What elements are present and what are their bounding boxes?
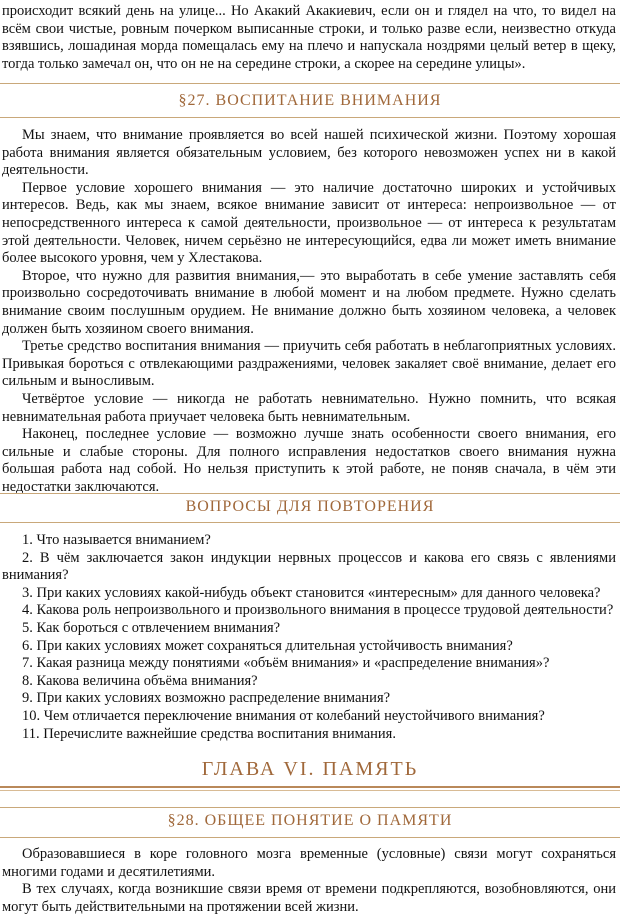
section27-top-rule [0,83,620,84]
review-title: ВОПРОСЫ ДЛЯ ПОВТОРЕНИЯ [185,498,435,515]
section27-paragraph-1: Мы знаем, что внимание проявляется во всей нашей психической жизни. Поэтому хорошая работа внимания является обязательным условием, без которого невозможен успех ни в какой деятельности. [2,127,616,179]
review-top-rule [0,493,620,494]
section28-paragraph-1: Образовавшиеся в коре головного мозга временные (условные) связи могут сохраняться многими годами и десятилетиями. [2,846,616,880]
review-question: 1. Что называется вниманием? [22,532,211,548]
review-question: 5. Как бороться с отвлечением внимания? [22,619,281,636]
section27-title: §27. ВОСПИТАНИЕ ВНИМАНИЯ [178,92,442,109]
section28-top-rule [0,807,620,808]
section27-paragraph-6: Наконец, последнее условие — возможно лучше знать особенности своего внимания, его сильные и слабые стороны. Для полного исправления недостатков своего внимания нужна большая работа над собой. Но нельзя приступить к этой работе, не поняв сначала, в чём эти недостатки заключаются. [2,426,616,495]
review-questions [2,532,616,743]
review-question: 4. Какова роль непроизвольного и произвольного внимания в процессе трудовой деятельности? [22,602,614,619]
review-question: 10. Чем отличается переключение внимания от колебаний неустойчивого внимания? [22,707,545,724]
review-question: 11. Перечислите важнейшие средства воспитания внимания. [22,725,396,742]
chapter6-title: ГЛАВА VI. ПАМЯТЬ [201,758,419,780]
section28-bottom-rule [0,837,620,838]
intro-paragraph: происходит всякий день на улице... Но Акакий Акакиевич, если он и глядел на что, то видел на всём свои чистые, ровным почерком выписанные строки, и только разве если, неизвестно откуда взявшись, лошадиная морда помещалась ему на плечо и напускала ноздрями целый ветер в щеку, тогда только замечал он, что он не на середине строки, а скорее на середине улицы». [2,3,616,72]
review-question-list [2,532,616,743]
chapter6-rule [0,786,620,788]
section27-paragraph-2: Первое условие хорошего внимания — это наличие достаточно широких и устойчивых интересов. Ведь, как мы знаем, всякое внимание зависит от интереса: непроизвольное — от непосредственного интереса к самой деятельности, произвольное — от интереса к результатам этой деятельности. Человек, ничем серьёзно не интересующийся, едва ли может иметь внимание более высокого уровня, чем у Хлестакова. [2,179,616,267]
review-question: 7. Какая разница между понятиями «объём внимания» и «распределение внимания»? [22,655,550,672]
review-bottom-rule [0,522,620,523]
section28-paragraph-2: В тех случаях, когда возникшие связи время от времени подкрепляются, возобновляются, они могут быть действительными на протяжении всей жизни. [2,881,616,915]
section28-body [2,846,616,916]
review-question: 8. Какова величина объёма внимания? [22,672,258,689]
section27-body [2,127,616,496]
review-question: 3. При каких условиях какой-нибудь объект становится «интересным» для данного человека? [22,584,601,601]
intro-block [2,3,616,73]
section27-paragraph-3: Второе, что нужно для развития внимания,— это выработать в себе умение заставлять себя произвольно сосредоточивать внимание в любой момент и на любом предмете. Нужно сделать внимание своим послушным орудием. Не внимание должно быть хозяином человека, а человек должен быть хозяином своего внимания. [2,267,616,337]
section28-title: §28. ОБЩЕЕ ПОНЯТИЕ О ПАМЯТИ [167,812,453,829]
section27-paragraph-4: Третье средство воспитания внимания — приучить себя работать в неблагоприятных условиях. Привыкая бороться с отвлекающими раздражениями, человек закаляет своё внимание, делает его сильным и выносливым. [2,338,616,390]
review-question: 2. В чём заключается закон индукции нервных процессов и какова его связь с явлениями внимания? [2,549,616,584]
review-question: 6. При каких условиях может сохраняться длительная устойчивость внимания? [22,637,513,654]
section27-paragraph-5: Четвёртое условие — никогда не работать невнимательно. Нужно помнить, что всякая невнимательная работа приучает человека быть невнимательным. [2,390,616,425]
section27-bottom-rule [0,117,620,118]
review-question: 9. При каких условиях возможно распределение внимания? [22,690,391,707]
